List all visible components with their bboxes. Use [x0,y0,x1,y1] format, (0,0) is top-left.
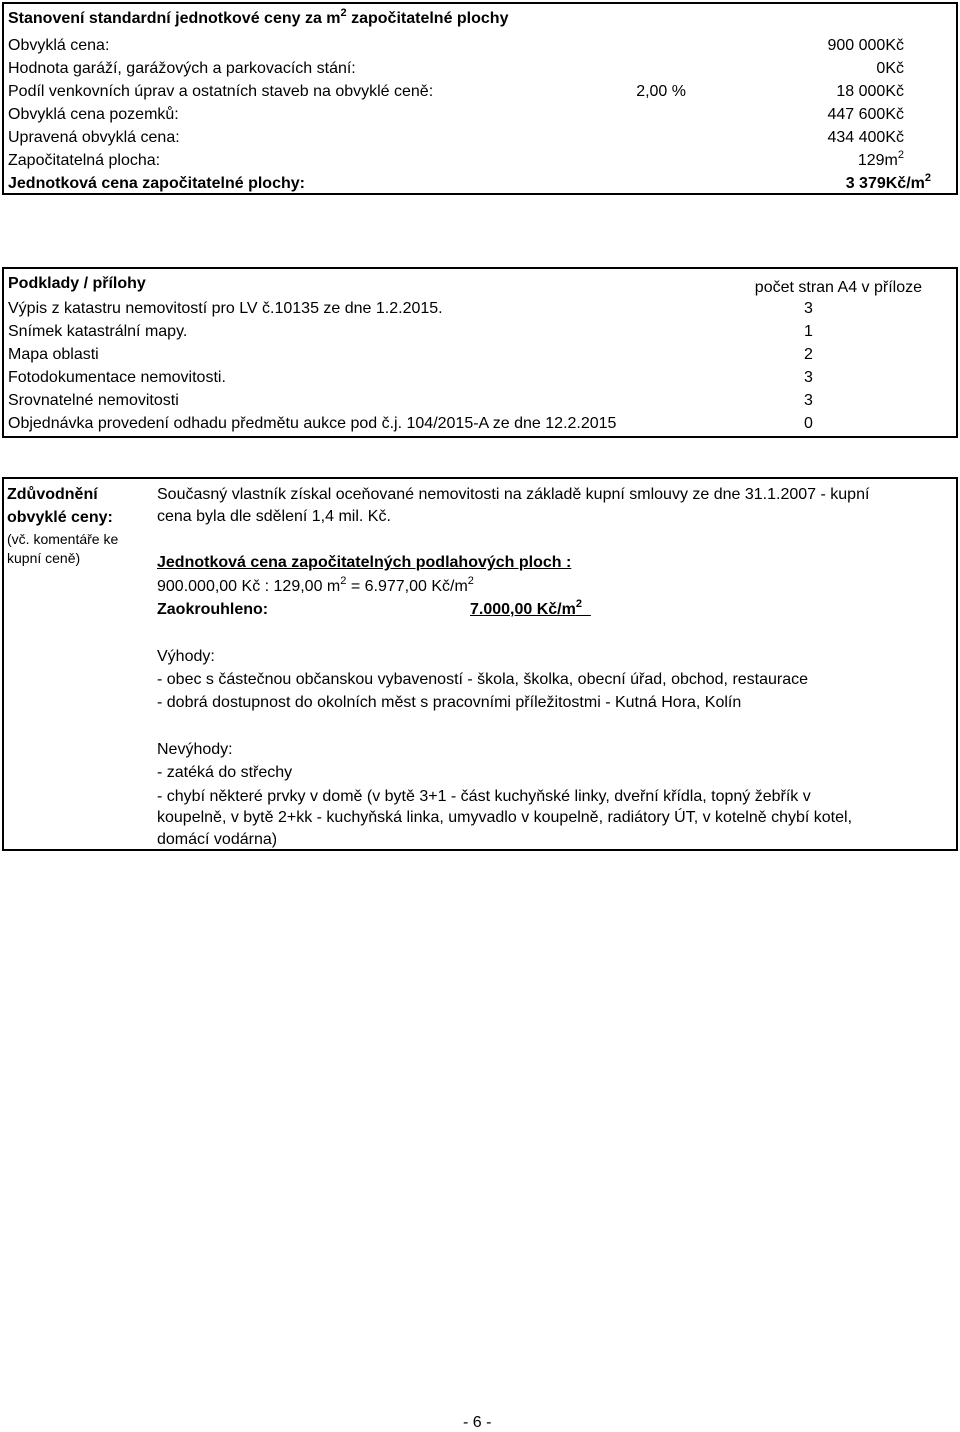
price-row-value: 18 000Kč [836,83,904,100]
price-row-value: 0Kč [876,60,904,77]
attachment-name: Snímek katastrální mapy. [8,323,188,340]
justification-intro-line2: cena byla dle sdělení 1,4 mil. Kč. [157,508,391,525]
price-row-value: $129m^2$ [857,149,904,169]
justification-intro-line1: Současný vlastník získal oceňované nemovitosti na základě kupní smlouvy ze dne 31.1.2007 - kupní [157,486,870,503]
justification-note-line1: (vč. komentáře ke [7,531,119,547]
attachment-pages: 3 [804,300,813,317]
attachment-name: Fotodokumentace nemovitosti. [8,369,226,386]
price-row [8,58,952,80]
attachment-pages: 0 [804,415,813,432]
rounded-label: Zaokrouhleno: [157,601,269,618]
cons-item: - zatéká do střechy [157,764,293,781]
price-row [8,150,952,172]
attachment-pages: 2 [804,346,813,363]
attachment-name: Srovnatelné nemovitosti [8,392,179,409]
price-row-value: 3 $379Kč/m^2$ [845,172,931,192]
price-row-value: 447 600Kč [827,106,904,123]
attachment-pages: 1 [804,323,813,340]
price-row [8,81,952,103]
attachment-name: Objednávka provedení odhadu předmětu aukce pod č.j. 104/2015-A ze dne 12.2.2015 [8,415,617,432]
attachment-item [8,298,952,320]
cons-item: - chybí některé prvky v domě (v bytě 3+1 - část kuchyňské linky, dveřní křídla, topný žebřík v [157,788,811,805]
justification-section [2,477,958,851]
attachment-name: Mapa oblasti [8,346,99,363]
cons-item: domácí vodárna) [157,831,278,848]
justification-heading-line1: Zdůvodnění [7,486,98,503]
rounded-value: 7.000,00 $Kč/m^2$ [470,598,582,618]
unit-price-calculation: 900.000,00 Kč : 129,00 $m^2 = 6.977,00$ $Kč/m^2$ [157,575,474,595]
attachment-item [8,344,952,366]
pros-item: - obec s částečnou občanskou vybaveností - škola, školka, obecní úřad, obchod, restaurace [157,671,809,688]
price-row-label: Podíl venkovních úprav a ostatních staveb na obvyklé ceně: [8,83,434,100]
attachment-pages: 3 [804,392,813,409]
attachment-item [8,390,952,412]
attachment-name: Výpis z katastru nemovitostí pro LV č.10135 ze dne 1.2.2015. [8,300,443,317]
pros-item: - dobrá dostupnost do okolních měst s pracovními příležitostmi - Kutná Hora, Kolín [157,694,742,711]
price-row-value: 900 000Kč [827,37,904,54]
cons-title: Nevýhody: [157,741,233,758]
price-row-total [8,173,952,195]
attachments-count-header: počet stran A4 v příloze [754,279,922,296]
price-row-label: Hodnota garáží, garážových a parkovacích stání: [8,60,356,77]
attachments-title: Podklady / přílohy [8,275,146,292]
price-row-percent: 2,00 % [636,83,686,100]
attachments-section [2,267,958,438]
price-row-value: 434 400Kč [827,129,904,146]
unit-price-heading: Jednotková cena započitatelných podlahových ploch : [157,554,572,571]
price-row [8,127,952,149]
page-number: - 6 - [463,1414,492,1431]
cons-item: koupelně, v bytě 2+kk - kuchyňská linka, umyvadlo v koupelně, radiátory ÚT, v kotelně chybí kotel, [157,809,853,826]
attachment-item [8,367,952,389]
price-row [8,35,952,57]
price-row-label: Jednotková cena započitatelné plochy: [8,175,305,192]
price-row-label: Obvyklá cena pozemků: [8,106,179,123]
price-row [8,104,952,126]
justification-heading-line2: obvyklé ceny: [7,509,113,526]
price-section [2,2,958,195]
price-row-label: Obvyklá cena: [8,37,110,54]
justification-note-line2: kupní ceně) [7,550,81,566]
attachment-item [8,321,952,343]
pros-title: Výhody: [157,648,215,665]
price-row-label: Započitatelná plocha: [8,152,161,169]
price-row-label: Upravená obvyklá cena: [8,129,180,146]
attachment-item [8,413,952,435]
price-section-title: Stanovení standardní jednotkové ceny za $m^2$ započitatelné plochy [8,7,509,27]
attachment-pages: 3 [804,369,813,386]
